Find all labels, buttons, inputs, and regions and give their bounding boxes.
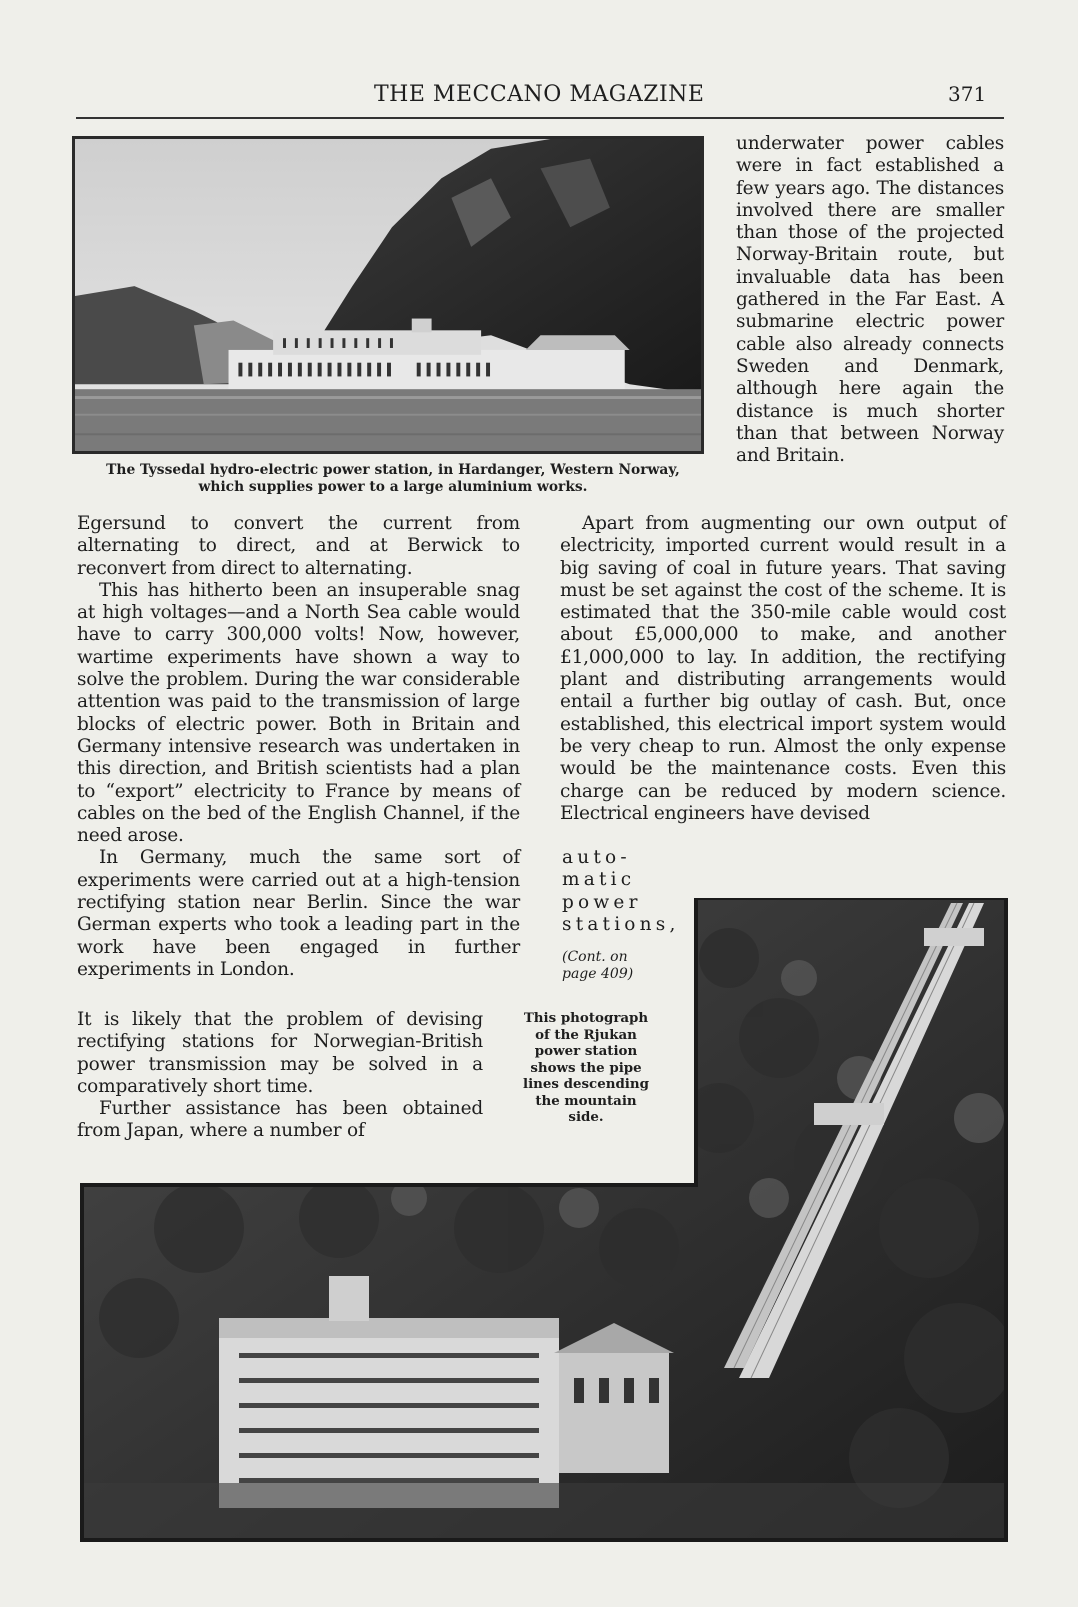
rjukan-caption-line: lines descending xyxy=(522,1076,649,1092)
rjukan-caption-line: This photograph xyxy=(523,1010,649,1026)
tyssedal-caption-line2: which supplies power to a large aluminium works. xyxy=(198,479,588,495)
paragraph: In Germany, much the same sort of experiments were carried out at a high-tension rectifying station near Berlin. Since the war German experts who took a leading part in the work have been engaged in further experiments in London. xyxy=(77,847,520,980)
spaced-line: auto- xyxy=(562,847,631,868)
rjukan-photo xyxy=(79,898,1009,1543)
spaced-line: matic xyxy=(562,869,636,891)
rjukan-caption-line: of the Rjukan xyxy=(535,1026,637,1043)
page-number: 371 xyxy=(948,82,987,106)
tyssedal-caption-line1: The Tyssedal hydro-electric power station, in Hardanger, Western Norway, xyxy=(106,462,680,478)
paragraph: This has hitherto been an insuperable snag at high voltages—and a North Sea cable would have to carry 300,000 volts! Now, however, wartime experiments have shown a way to solve the problem. During the war considerable attention was paid to the transmission of large blocks of electric power. Both in Britain and Germany intensive research was undertaken in this direction, and British scientists had a plan to “export” electricity to France by means of cables on the bed of the English Channel, if the need arose. xyxy=(77,579,520,847)
middle-column xyxy=(560,513,1006,825)
paragraph: It is likely that the problem of devising rectifying stations for Norwegian-British power transmission may be solved in a comparatively short time. xyxy=(77,1009,483,1097)
paragraph: Egersund to convert the current from alternating to direct, and at Berwick to reconvert from direct to alternating. xyxy=(77,513,520,579)
paragraph: underwater power cables were in fact established a few years ago. The distances involved there are smaller than those of the projected Norway-Britain route, but invaluable data has been gathered in the Far East. A submarine electric power cable also already connects Sweden and Denmark, although here again the distance is much shorter than that between Norway and Britain. xyxy=(736,133,1004,467)
continued-line: page 409) xyxy=(562,966,634,982)
header-rule xyxy=(76,117,1004,119)
paragraph: Further assistance has been obtained from Japan, where a number of xyxy=(77,1098,483,1142)
paragraph: Apart from augmenting our own output of electricity, imported current would result in a big saving of coal in future years. That saving must be set against the cost of the scheme. It is estimated that the 350-mile cable would cost about £5,000,000 to make, and another £1,000,000 to lay. In addition, the rectifying plant and distributing arrangements would entail a further big outlay of cash. But, once established, this electrical import system would be very cheap to run. Almost the only expense would be the maintenance costs. Even this charge can be reduced by modern science. Electrical engineers have devised xyxy=(560,513,1006,824)
rjukan-caption-line: power station xyxy=(534,1043,638,1059)
right-column-top xyxy=(736,133,1004,467)
rjukan-caption-line: the mountain xyxy=(535,1092,637,1109)
spaced-line: stations, xyxy=(562,913,680,935)
tyssedal-caption xyxy=(70,462,716,496)
tyssedal-photo xyxy=(72,136,704,454)
rjukan-caption xyxy=(512,1010,660,1126)
continued-line: (Cont. on xyxy=(562,949,628,965)
rjukan-caption-line: side. xyxy=(568,1109,604,1125)
spaced-line: power xyxy=(562,891,642,913)
magazine-title: THE MECCANO MAGAZINE xyxy=(374,82,705,107)
rjukan-caption-line: shows the pipe xyxy=(530,1059,642,1076)
